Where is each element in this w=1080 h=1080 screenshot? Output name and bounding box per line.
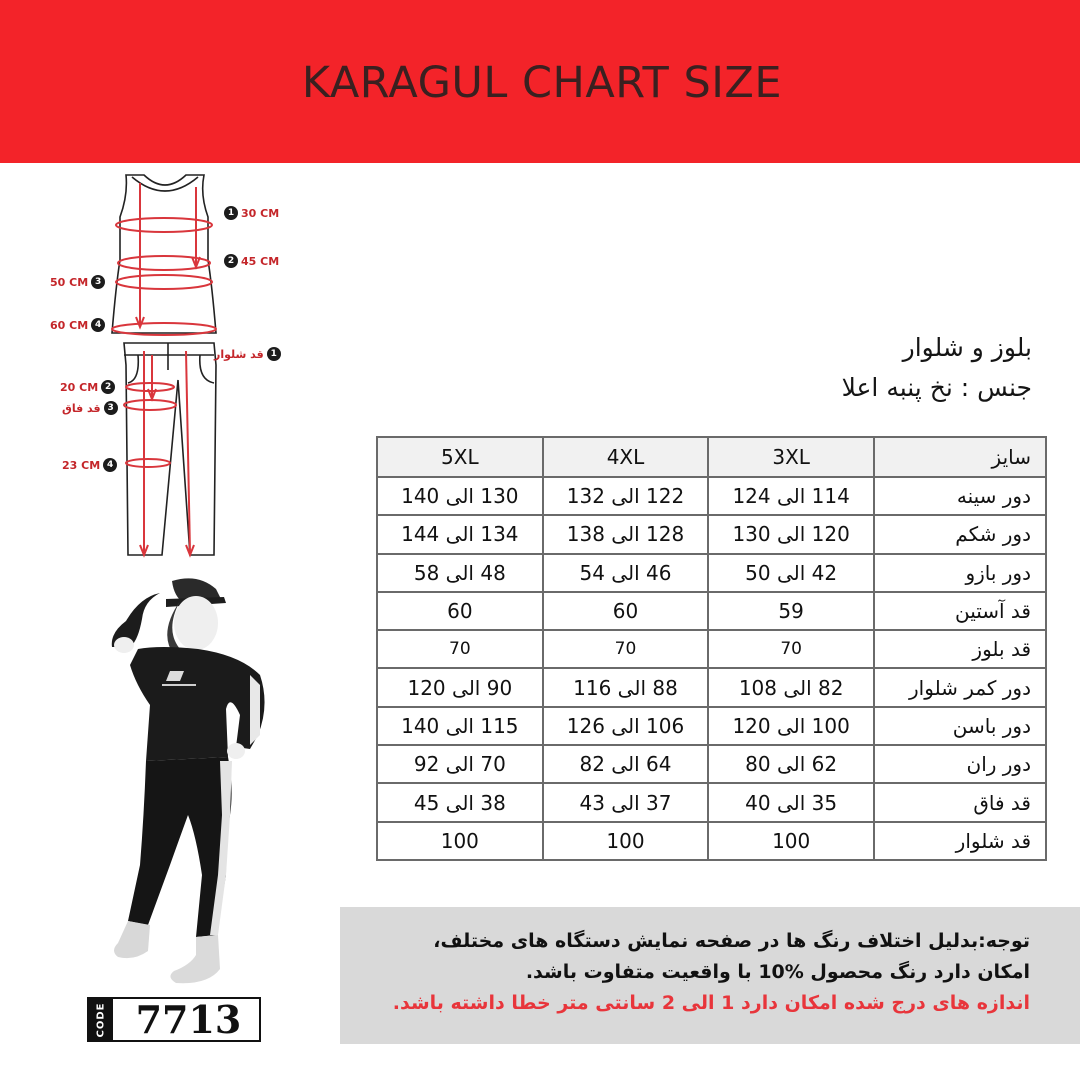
header-4xl: 4XL <box>543 437 709 477</box>
callout-shoulder: 1 30 CM <box>224 206 279 220</box>
cell-3xl: 62 الی 80 <box>708 745 874 783</box>
callout-waist: 50 CM 3 <box>50 275 105 289</box>
callout-thigh: 23 CM 4 <box>62 458 117 472</box>
row-label: دور شکم <box>874 515 1046 553</box>
cell-3xl: 82 الی 108 <box>708 668 874 706</box>
cell-3xl: 59 <box>708 592 874 630</box>
row-label: دور سینه <box>874 477 1046 515</box>
cell-4xl: 106 الی 126 <box>543 707 709 745</box>
row-label: قد آستین <box>874 592 1046 630</box>
row-label: قد شلوار <box>874 822 1046 860</box>
table-row <box>377 630 1046 668</box>
callout-rise: 3 قد فاق <box>62 401 118 415</box>
row-label: دور کمر شلوار <box>874 668 1046 706</box>
cell-5xl: 70 الی 92 <box>377 745 543 783</box>
table-row <box>377 668 1046 706</box>
cell-3xl: 114 الی 124 <box>708 477 874 515</box>
header-3xl: 3XL <box>708 437 874 477</box>
cell-4xl: 46 الی 54 <box>543 554 709 592</box>
product-code-box <box>87 997 261 1042</box>
table-row <box>377 477 1046 515</box>
row-label: قد بلوز <box>874 630 1046 668</box>
cell-3xl: 120 الی 130 <box>708 515 874 553</box>
cell-5xl: 130 الی 140 <box>377 477 543 515</box>
table-row <box>377 822 1046 860</box>
code-label: CODE <box>89 999 113 1040</box>
header-5xl: 5XL <box>377 437 543 477</box>
cell-3xl: 42 الی 50 <box>708 554 874 592</box>
model-photo <box>100 575 275 990</box>
callout-hem: 60 CM 4 <box>50 318 105 332</box>
cell-5xl: 100 <box>377 822 543 860</box>
cell-5xl: 38 الی 45 <box>377 783 543 821</box>
callout-pants-length: 1 قد شلوار <box>214 347 281 361</box>
notice-box <box>340 907 1080 1044</box>
cell-4xl: 60 <box>543 592 709 630</box>
cell-5xl: 90 الی 120 <box>377 668 543 706</box>
cell-5xl: 115 الی 140 <box>377 707 543 745</box>
header-size: سایز <box>874 437 1046 477</box>
cell-4xl: 100 <box>543 822 709 860</box>
table-row <box>377 554 1046 592</box>
product-code: 7713 <box>135 997 242 1042</box>
page-title: KARAGUL CHART SIZE <box>301 58 783 108</box>
table-row <box>377 515 1046 553</box>
cell-5xl: 60 <box>377 592 543 630</box>
callout-pocket: 20 CM 2 <box>60 380 115 394</box>
cell-3xl: 35 الی 40 <box>708 783 874 821</box>
table-header-row <box>377 437 1046 477</box>
garment-outline-icon <box>40 165 300 565</box>
product-title: بلوز و شلوار <box>902 333 1032 362</box>
model-figure-icon <box>100 575 275 990</box>
row-label: دور بازو <box>874 554 1046 592</box>
table-row <box>377 592 1046 630</box>
cell-5xl: 134 الی 144 <box>377 515 543 553</box>
cell-5xl: 48 الی 58 <box>377 554 543 592</box>
callout-chest: 2 45 CM <box>224 254 279 268</box>
cell-4xl: 64 الی 82 <box>543 745 709 783</box>
cell-4xl: 37 الی 43 <box>543 783 709 821</box>
header-banner <box>0 0 1080 163</box>
notice-line-2: امکان دارد رنگ محصول %10 با واقعیت متفاوت باشد. <box>525 961 1030 983</box>
row-label: قد فاق <box>874 783 1046 821</box>
cell-5xl: 70 <box>377 630 543 668</box>
cell-4xl: 128 الی 138 <box>543 515 709 553</box>
table-row <box>377 707 1046 745</box>
cell-3xl: 70 <box>708 630 874 668</box>
size-chart-table <box>376 436 1047 861</box>
row-label: دور ران <box>874 745 1046 783</box>
cell-3xl: 100 <box>708 822 874 860</box>
cell-4xl: 70 <box>543 630 709 668</box>
table-row <box>377 745 1046 783</box>
garment-measurement-diagram <box>40 165 300 565</box>
cell-4xl: 122 الی 132 <box>543 477 709 515</box>
notice-line-1: توجه:بدلیل اختلاف رنگ ها در صفحه نمایش دستگاه های مختلف، <box>433 930 1030 952</box>
row-label: دور باسن <box>874 707 1046 745</box>
product-material: جنس : نخ پنبه اعلا <box>841 373 1032 402</box>
table-row <box>377 783 1046 821</box>
notice-warning: اندازه های درج شده امکان دارد 1 الی 2 سانتی متر خطا داشته باشد. <box>392 992 1030 1014</box>
cell-4xl: 88 الی 116 <box>543 668 709 706</box>
cell-3xl: 100 الی 120 <box>708 707 874 745</box>
